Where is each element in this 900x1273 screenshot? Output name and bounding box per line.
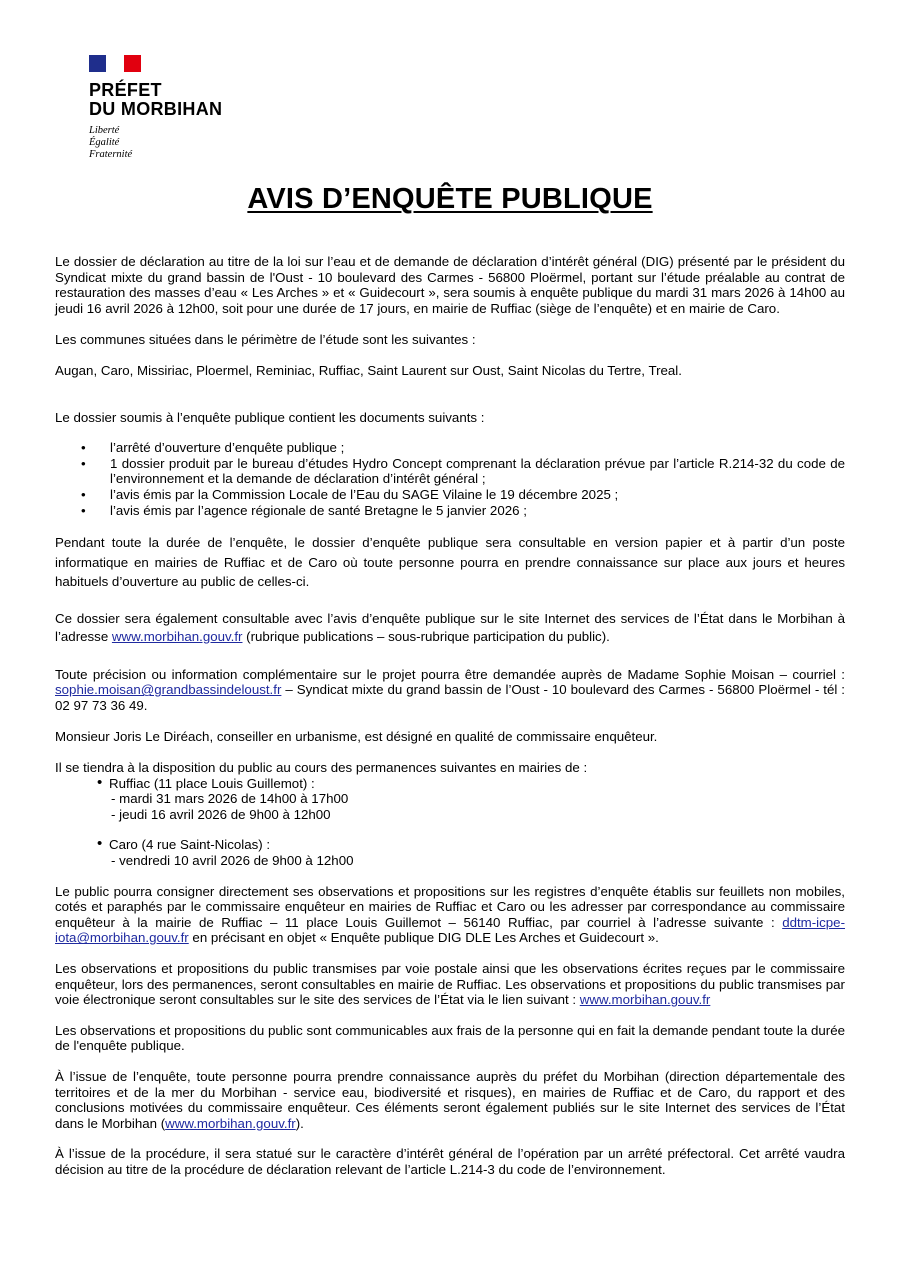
marianne-flag-icon	[89, 55, 141, 72]
docs-list	[55, 440, 845, 518]
permanences-intro: Il se tiendra à la disposition du public au cours des permanences suivantes en mairies de :	[55, 760, 588, 775]
website-link[interactable]: www.morbihan.gouv.fr	[111, 628, 243, 644]
permanence-caro	[97, 837, 845, 868]
list-item: • l’arrêté d’ouverture d’enquête publique ;	[81, 440, 345, 456]
permanence-ruffiac	[97, 773, 845, 823]
permanence-date: - jeudi 16 avril 2026 de 9h00 à 12h00	[111, 806, 331, 822]
bullet-icon: •	[81, 440, 86, 456]
bullet-icon: •	[81, 486, 86, 502]
intro-paragraph: Le dossier de déclaration au titre de la loi sur l’eau et de demande de déclaration d’intérêt général (DIG) présenté par le président du Syndicat mixte du grand bassin de l'Oust - 10 boulevard des Carmes - 56800 Ploërmel, portant sur l’étude préalable au contrat de restauration des masses d’eau « Les Arches » et « Guidecourt », sera soumis à enquête publique du mardi 31 mars 2026 à 14h00 au jeudi 16 avril 2026 à 12h00, soit pour une durée de 17 jours, en mairie de Ruffiac (siège de l’enquête) et en mairie de Caro.	[55, 254, 845, 316]
issue-procedure-paragraph: À l’issue de la procédure, il sera statué sur le caractère d’intérêt général de l’opération par un arrêté préfectoral. Cet arrêté vaudra décision au titre de la procédure de déclaration relevant de l’article L.214-3 du code de l’environnement.	[55, 1146, 845, 1177]
internet-paragraph: Ce dossier sera également consultable avec l’avis d’enquête publique sur le site Internet des services de l’État dans le Morbihan à l’adresse www.morbihan.gouv.fr (rubrique publications – sous-rubrique participation du public).	[55, 610, 845, 644]
observations-website-link[interactable]: www.morbihan.gouv.fr	[579, 992, 711, 1008]
prefecture-logo	[89, 55, 222, 161]
permanence-place: • Ruffiac (11 place Louis Guillemot) :	[97, 773, 315, 791]
page-title: AVIS D’ENQUÊTE PUBLIQUE	[247, 183, 653, 215]
motto-fraternite: Fraternité	[89, 149, 133, 160]
logo-text	[89, 81, 222, 119]
list-item: • l’avis émis par la Commission Locale de l’Eau du SAGE Vilaine le 19 décembre 2025 ;	[81, 486, 619, 502]
communes-intro: Les communes situées dans le périmètre de l’étude sont les suivantes :	[55, 332, 476, 348]
bullet-icon: •	[81, 502, 86, 518]
permanence-place: • Caro (4 rue Saint-Nicolas) :	[97, 835, 271, 853]
ddtm-email-link[interactable]: ddtm-icpe-iota@morbihan.gouv.fr	[55, 914, 845, 946]
motto	[89, 125, 222, 161]
list-item: • 1 dossier produit par le bureau d’études Hydro Concept comprenant la déclaration prévue par l’article R.214-32 du code de l’environnement et la demande de déclaration d’intérêt général ;	[81, 455, 845, 487]
motto-egalite: Égalité	[89, 137, 120, 148]
docs-intro: Le dossier soumis à l’enquête publique contient les documents suivants :	[55, 409, 485, 425]
rapport-website-link[interactable]: www.morbihan.gouv.fr	[165, 1115, 296, 1131]
logo-line-1: PRÉFET	[89, 80, 162, 100]
bullet-icon: •	[97, 773, 103, 791]
postale-paragraph: Les observations et propositions du public transmises par voie postale ainsi que les observations écrites reçues par le commissaire enquêteur, lors des permanences, seront consultables en mairie de Ruffiac. Les observations et propositions du public transmises par voie électronique seront consultables sur le site des services de l’État via le lien suivant : www.morbihan.gouv.fr	[55, 960, 845, 1008]
communicables-paragraph: Les observations et propositions du public sont communicables aux frais de la personne qui en fait la demande pendant toute la durée de l'enquête publique.	[55, 1022, 845, 1054]
permanence-date: - mardi 31 mars 2026 de 14h00 à 17h00	[111, 791, 349, 807]
consultation-paragraph: Pendant toute la durée de l’enquête, le dossier d’enquête publique sera consultable en version papier et à partir d’un poste informatique en mairies de Ruffiac et de Caro où toute personne pourra en prendre connaissance sur place aux jours et heures habituels d’ouverture au public de celles-ci.	[55, 535, 845, 590]
logo-line-2: DU MORBIHAN	[89, 99, 223, 119]
motto-liberte: Liberté	[89, 125, 120, 136]
notice-body	[55, 254, 845, 1177]
list-item: • l’avis émis par l’agence régionale de santé Bretagne le 5 janvier 2026 ;	[81, 502, 527, 518]
contact-email-link[interactable]: sophie.moisan@grandbassindeloust.fr	[55, 682, 282, 698]
commissaire-paragraph: Monsieur Joris Le Diréach, conseiller en urbanisme, est désigné en qualité de commissaire enquêteur.	[55, 729, 658, 745]
bullet-icon: •	[81, 455, 86, 471]
contact-paragraph: Toute précision ou information complémentaire sur le projet pourra être demandée auprès de Madame Sophie Moisan – courriel : sophie.moisan@grandbassindeloust.fr – Syndicat mixte du grand bassin de l’Oust - 10 boulevard des Carmes - 56800 Ploërmel - tél : 02 97 73 36 49.	[55, 666, 845, 713]
communes-list: Augan, Caro, Missiriac, Ploermel, Reminiac, Ruffiac, Saint Laurent sur Oust, Saint Nicolas du Tertre, Treal.	[55, 362, 682, 378]
issue-enquete-paragraph: À l’issue de l’enquête, toute personne pourra prendre connaissance auprès du préfet du Morbihan (direction départementale des territoires et de la mer du Morbihan - service eau, biodiversité et risques), en mairies de Ruffiac et de Caro, du rapport et des conclusions motivées du commissaire enquêteur. Ces éléments seront également publiés sur le site Internet des services de l’État dans le Morbihan (www.morbihan.gouv.fr).	[55, 1068, 845, 1131]
observations-paragraph: Le public pourra consigner directement ses observations et propositions sur les registres d’enquête établis sur feuillets non mobiles, cotés et paraphés par le commissaire enquêteur en mairies de Ruffiac et Caro ou les adresser par correspondance au commissaire enquêteur à la mairie de Ruffiac – 11 place Louis Guillemot – 56140 Ruffiac, par courriel à l’adresse suivante : ddtm-icpe-iota@morbihan.gouv.fr en précisant en objet « Enquête publique DIG DLE Les Arches et Guidecourt ».	[55, 883, 845, 946]
permanence-date: - vendredi 10 avril 2026 de 9h00 à 12h00	[111, 852, 354, 868]
bullet-icon: •	[97, 835, 103, 853]
